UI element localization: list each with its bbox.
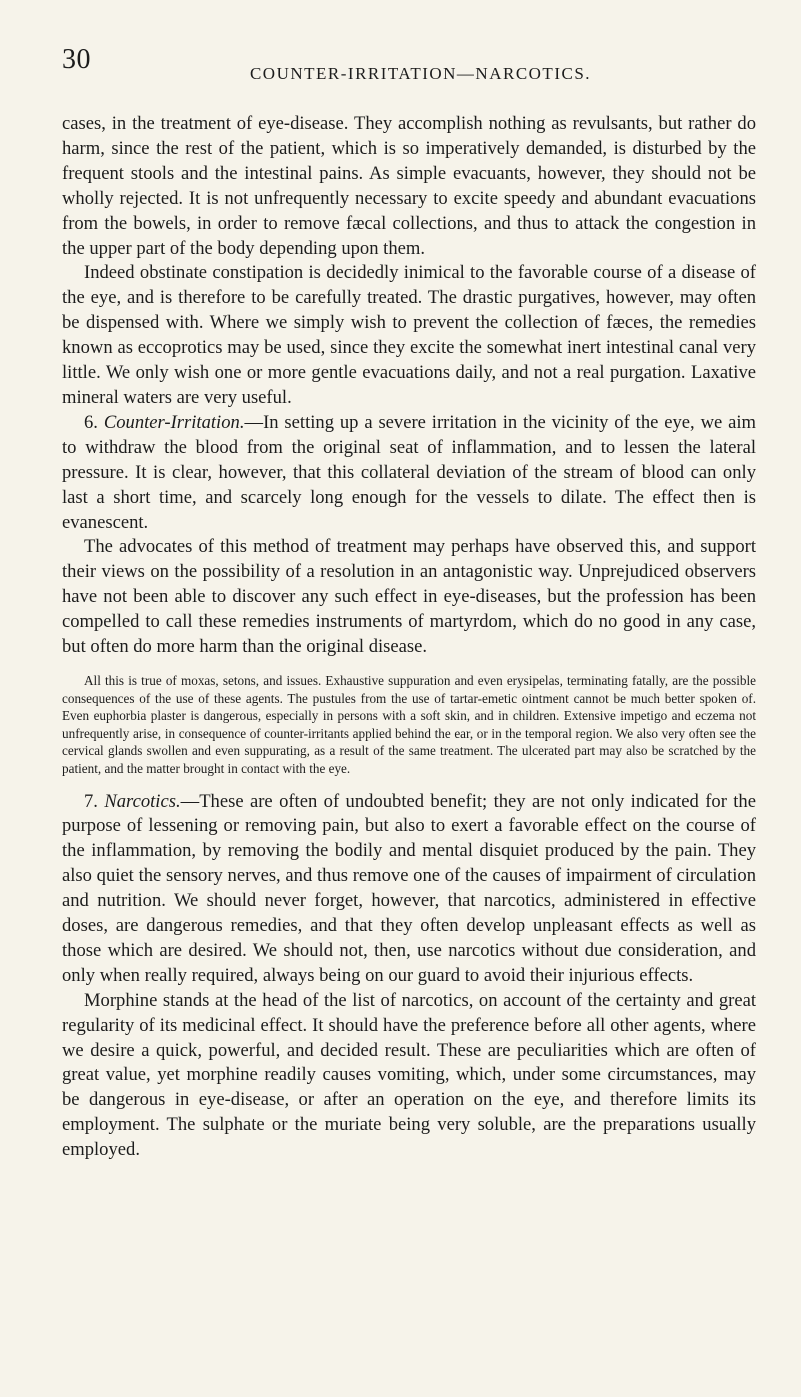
section-title-counter-irritation: Counter-Irritation. xyxy=(103,411,245,433)
paragraph-advocates: The advocates of this method of treatment may perhaps have observed this, and support their views on the possibility of a resolution in an antagonistic way. Unprejudiced observers have not been able to discover any such effect in eye-diseases, but the profession has been compelled to call these remedies instruments of martyrdom, which do no good in any case, but often do more harm than the original disease. xyxy=(62,536,756,658)
page-number: 30 xyxy=(62,44,91,75)
body-text xyxy=(62,112,756,1163)
section-number: 6. xyxy=(84,411,98,433)
running-head: COUNTER-IRRITATION—NARCOTICS. xyxy=(249,64,592,83)
paragraph-counter-irritation xyxy=(62,411,756,536)
section-number: 7. xyxy=(84,790,98,812)
paragraph-narcotics xyxy=(62,790,756,989)
paragraph-constipation: Indeed obstinate constipation is decidedly inimical to the favorable course of a disease of the eye, and is therefore to be carefully treated. The drastic purgatives, however, may often be dispensed with. Where we simply wish to prevent the collection of fæces, the remedies known as eccoprotics may be used, since they excite the somewhat inert intestinal canal very little. We only wish one or more gentle evacuations daily, and not a real purgation. Laxative mineral waters are very useful. xyxy=(62,262,756,408)
section-text: —In setting up a severe irritation in the vicinity of the eye, we aim to withdraw the blood from the original seat of inflammation, and to lessen the lateral pressure. It is clear, however, that this collateral deviation of the stream of blood can only last a short time, and scarcely long enough for the vessels to dilate. The effect then is evanescent. xyxy=(62,411,756,533)
section-title-narcotics: Narcotics. xyxy=(104,790,181,812)
paragraph-continued: cases, in the treatment of eye-disease. They accomplish nothing as revulsants, but rather do harm, since the rest of the patient, which is so imperatively demanded, is disturbed by the frequent stools and the intestinal pains. As simple evacuants, however, they should not be wholly rejected. It is not unfrequently necessary to excite speedy and abundant evacuations from the bowels, in order to remove fæcal collections, and thus to attack the congestion in the upper part of the body depending upon them. xyxy=(62,113,756,259)
paragraph-small-print: All this is true of moxas, setons, and issues. Exhaustive suppuration and even erysipelas, terminating fatally, are the possible consequences of the use of these agents. The pustules from the use of tartar-emetic ointment cannot be much better spoken of. Even euphorbia plaster is dangerous, especially in persons with a soft skin, and in children. Extensive impetigo and eczema not unfrequently arise, in consequence of counter-irritants applied behind the ear, or in the temporal region. We also very often see the cervical glands swollen and even suppurating, as a result of the same treatment. The ulcerated part may also be scratched by the patient, and the matter brought in contact with the eye. xyxy=(62,672,756,776)
section-text: —These are often of undoubted benefit; they are not only indicated for the purpose of lessening or removing pain, but also to exert a favorable effect on the course of the inflammation, by removing the bodily and mental disquiet produced by the pain. They also quiet the sensory nerves, and thus remove one of the causes of impairment of circulation and nutrition. We should never forget, however, that narcotics, administered in effective doses, are dangerous remedies, and that they often develop unpleasant effects as well as those which are desired. We should not, then, use narcotics without due consideration, and only when really required, always being on our guard to avoid their injurious effects. xyxy=(62,790,756,986)
paragraph-morphine: Morphine stands at the head of the list of narcotics, on account of the certainty and great regularity of its medicinal effect. It should have the preference before all other agents, where we desire a quick, powerful, and decided result. These are peculiarities which are often of great value, yet morphine readily causes vomiting, which, under some circumstances, may be dangerous in eye-disease, or after an operation on the eye, and therefore limits its employment. The sulphate or the muriate being very soluble, are the preparations usually employed. xyxy=(62,989,756,1161)
